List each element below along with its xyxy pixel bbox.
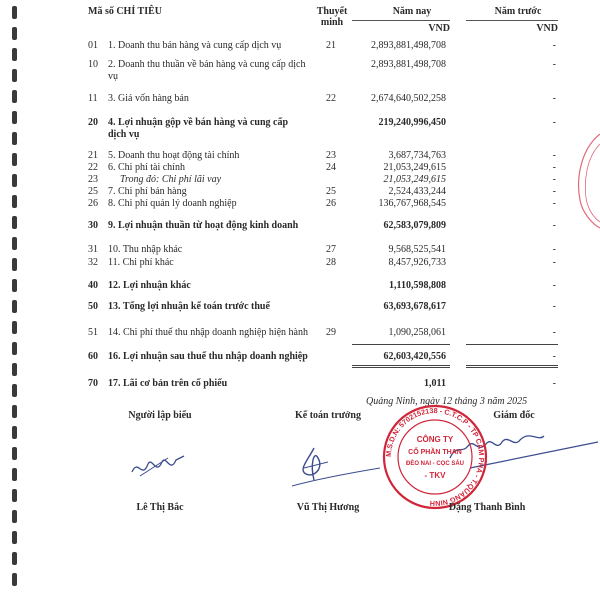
row-prev: - xyxy=(552,40,556,51)
binding-hole xyxy=(12,405,17,418)
total-rule-prev-1 xyxy=(466,365,558,366)
row-label: 7. Chi phí bán hàng xyxy=(108,186,187,197)
binding-hole xyxy=(12,363,17,376)
binding-hole xyxy=(12,216,17,229)
header-current-unit: VND xyxy=(428,23,450,34)
row-current: 9,568,525,541 xyxy=(388,244,446,255)
row-prev: - xyxy=(552,378,556,389)
binding-hole xyxy=(12,279,17,292)
row-prev: - xyxy=(552,162,556,173)
row-current: 2,893,881,498,708 xyxy=(371,59,446,70)
row-code: 21 xyxy=(88,150,98,161)
row-label: 2. Doanh thu thuần về bán hàng và cung cấp dịch vụ xyxy=(108,59,306,82)
row-code: 26 xyxy=(88,198,98,209)
binding-hole xyxy=(12,237,17,250)
seal-ring-text: M.S.D.N: 5702152138 - C.T.C.P - TP CẨM PHẢ - T.QUẢNG NINH xyxy=(383,405,487,509)
row-note: 29 xyxy=(326,327,336,338)
row-label: 3. Giá vốn hàng bán xyxy=(108,93,189,104)
binding-hole xyxy=(12,195,17,208)
row-code: 20 xyxy=(88,117,98,128)
row-current: 1,090,258,061 xyxy=(388,327,446,338)
row-current: 63,693,678,617 xyxy=(383,301,446,312)
total-rule-current-2 xyxy=(352,367,450,368)
row-current: 1,110,598,808 xyxy=(389,280,446,291)
row-label: 12. Lợi nhuận khác xyxy=(108,280,191,291)
binding-hole xyxy=(12,69,17,82)
row-current: 62,583,079,809 xyxy=(383,220,446,231)
row-current: 2,524,433,244 xyxy=(388,186,446,197)
header-code-title: Mã số CHỈ TIÊU xyxy=(88,6,162,17)
row-prev: - xyxy=(552,301,556,312)
row-code: 40 xyxy=(88,280,98,291)
binding-hole xyxy=(12,90,17,103)
row-note: 22 xyxy=(326,93,336,104)
place-date: Quảng Ninh, ngày 12 tháng 3 năm 2025 xyxy=(366,396,528,407)
row-prev: - xyxy=(552,351,556,362)
binding-holes xyxy=(12,6,26,596)
row-prev: - xyxy=(552,186,556,197)
row-label: 4. Lợi nhuận gộp về bán hàng và cung cấp dịch vụ xyxy=(108,117,289,140)
binding-hole xyxy=(12,153,17,166)
binding-hole xyxy=(12,48,17,61)
company-seal xyxy=(382,404,488,510)
binding-hole xyxy=(12,300,17,313)
header-note: Thuyết minh xyxy=(316,6,348,28)
row-note: 21 xyxy=(326,40,336,51)
row-label: 6. Chi phí tài chính xyxy=(108,162,185,173)
row-prev: - xyxy=(552,257,556,268)
row-code: 32 xyxy=(88,257,98,268)
row-current: 219,240,996,450 xyxy=(378,117,446,128)
director-title: Giám đốc xyxy=(493,410,535,421)
row-label: 10. Thu nhập khác xyxy=(108,244,183,255)
row-code: 60 xyxy=(88,351,98,362)
binding-hole xyxy=(12,6,17,19)
header-prev-year: Năm trước xyxy=(494,6,542,17)
row-label: Trong đó: Chi phí lãi vay xyxy=(120,174,222,185)
row-prev: - xyxy=(552,198,556,209)
binding-hole xyxy=(12,426,17,439)
binding-hole xyxy=(12,111,17,124)
preparer-name: Lê Thị Bắc xyxy=(136,502,184,513)
row-code: 25 xyxy=(88,186,98,197)
row-label: 1. Doanh thu bán hàng và cung cấp dịch vụ xyxy=(108,40,282,51)
row-code: 11 xyxy=(88,93,98,104)
row-current: 8,457,926,733 xyxy=(388,257,446,268)
row-prev: - xyxy=(552,93,556,104)
row-prev: - xyxy=(552,220,556,231)
preparer-title: Người lập biểu xyxy=(128,410,192,421)
row-label: 16. Lợi nhuận sau thuế thu nhập doanh nghiệp xyxy=(108,351,308,362)
row-note: 24 xyxy=(326,162,336,173)
total-rule-current-1 xyxy=(352,365,450,366)
row-label: 9. Lợi nhuận thuần từ hoạt động kinh doanh xyxy=(108,220,299,231)
row-code: 22 xyxy=(88,162,98,173)
row-note: 23 xyxy=(326,150,336,161)
row-prev: - xyxy=(552,150,556,161)
binding-hole xyxy=(12,468,17,481)
binding-hole xyxy=(12,321,17,334)
row-current: 136,767,968,545 xyxy=(378,198,446,209)
row-current: 1,011 xyxy=(424,378,446,389)
row-current: 2,674,640,502,258 xyxy=(371,93,446,104)
binding-hole xyxy=(12,132,17,145)
row-note: 28 xyxy=(326,257,336,268)
row-current: 21,053,249,615 xyxy=(383,174,446,185)
header-prev-rule xyxy=(466,20,558,21)
row-current: 3,687,734,763 xyxy=(388,150,446,161)
row-code: 70 xyxy=(88,378,98,389)
header-prev-unit: VND xyxy=(536,23,558,34)
row-prev: - xyxy=(552,280,556,291)
row-code: 01 xyxy=(88,40,98,51)
row-code: 23 xyxy=(88,174,98,185)
binding-hole xyxy=(12,258,17,271)
subtotal-rule-prev xyxy=(466,344,558,345)
row-code: 51 xyxy=(88,327,98,338)
binding-hole xyxy=(12,510,17,523)
binding-hole xyxy=(12,342,17,355)
row-current: 2,893,881,498,708 xyxy=(371,40,446,51)
seal-line-4: - TKV xyxy=(424,471,446,480)
binding-hole xyxy=(12,552,17,565)
row-label: 13. Tổng lợi nhuận kế toán trước thuế xyxy=(108,301,270,312)
row-current: 62,603,420,556 xyxy=(383,351,446,362)
partial-seal-edge xyxy=(574,130,600,230)
row-prev: - xyxy=(552,327,556,338)
row-prev: - xyxy=(552,59,556,70)
binding-hole xyxy=(12,531,17,544)
row-code: 10 xyxy=(88,59,98,70)
accountant-signature xyxy=(284,440,384,494)
binding-hole xyxy=(12,27,17,40)
seal-line-1: CÔNG TY xyxy=(416,435,454,444)
row-label: 8. Chi phí quản lý doanh nghiệp xyxy=(108,198,237,209)
row-prev: - xyxy=(552,244,556,255)
seal-line-3: ĐÈO NAI - CỌC SÁU xyxy=(405,461,465,467)
row-current: 21,053,249,615 xyxy=(383,162,446,173)
binding-hole xyxy=(12,489,17,502)
binding-hole xyxy=(12,174,17,187)
row-label: 17. Lãi cơ bản trên cổ phiếu xyxy=(108,378,228,389)
header-current-year: Năm nay xyxy=(392,6,432,17)
row-label: 5. Doanh thu hoạt động tài chính xyxy=(108,150,240,161)
binding-hole xyxy=(12,384,17,397)
preparer-signature xyxy=(128,450,188,484)
row-label: 11. Chi phí khác xyxy=(108,257,174,268)
accountant-name: Vũ Thị Hương xyxy=(296,502,360,513)
row-note: 26 xyxy=(326,198,336,209)
header-current-rule xyxy=(352,20,450,21)
seal-line-2: CỔ PHẦN THAN xyxy=(408,449,462,456)
row-note: 25 xyxy=(326,186,336,197)
accountant-title: Kế toán trưởng xyxy=(295,410,361,421)
total-rule-prev-2 xyxy=(466,367,558,368)
binding-hole xyxy=(12,573,17,586)
row-code: 31 xyxy=(88,244,98,255)
row-code: 50 xyxy=(88,301,98,312)
row-prev: - xyxy=(552,117,556,128)
row-prev: - xyxy=(552,174,556,185)
director-name: Đặng Thanh Bình xyxy=(448,502,526,513)
binding-hole xyxy=(12,447,17,460)
row-code: 30 xyxy=(88,220,98,231)
row-note: 27 xyxy=(326,244,336,255)
subtotal-rule-current xyxy=(352,344,450,345)
row-label: 14. Chi phí thuế thu nhập doanh nghiệp hiện hành xyxy=(108,327,308,338)
